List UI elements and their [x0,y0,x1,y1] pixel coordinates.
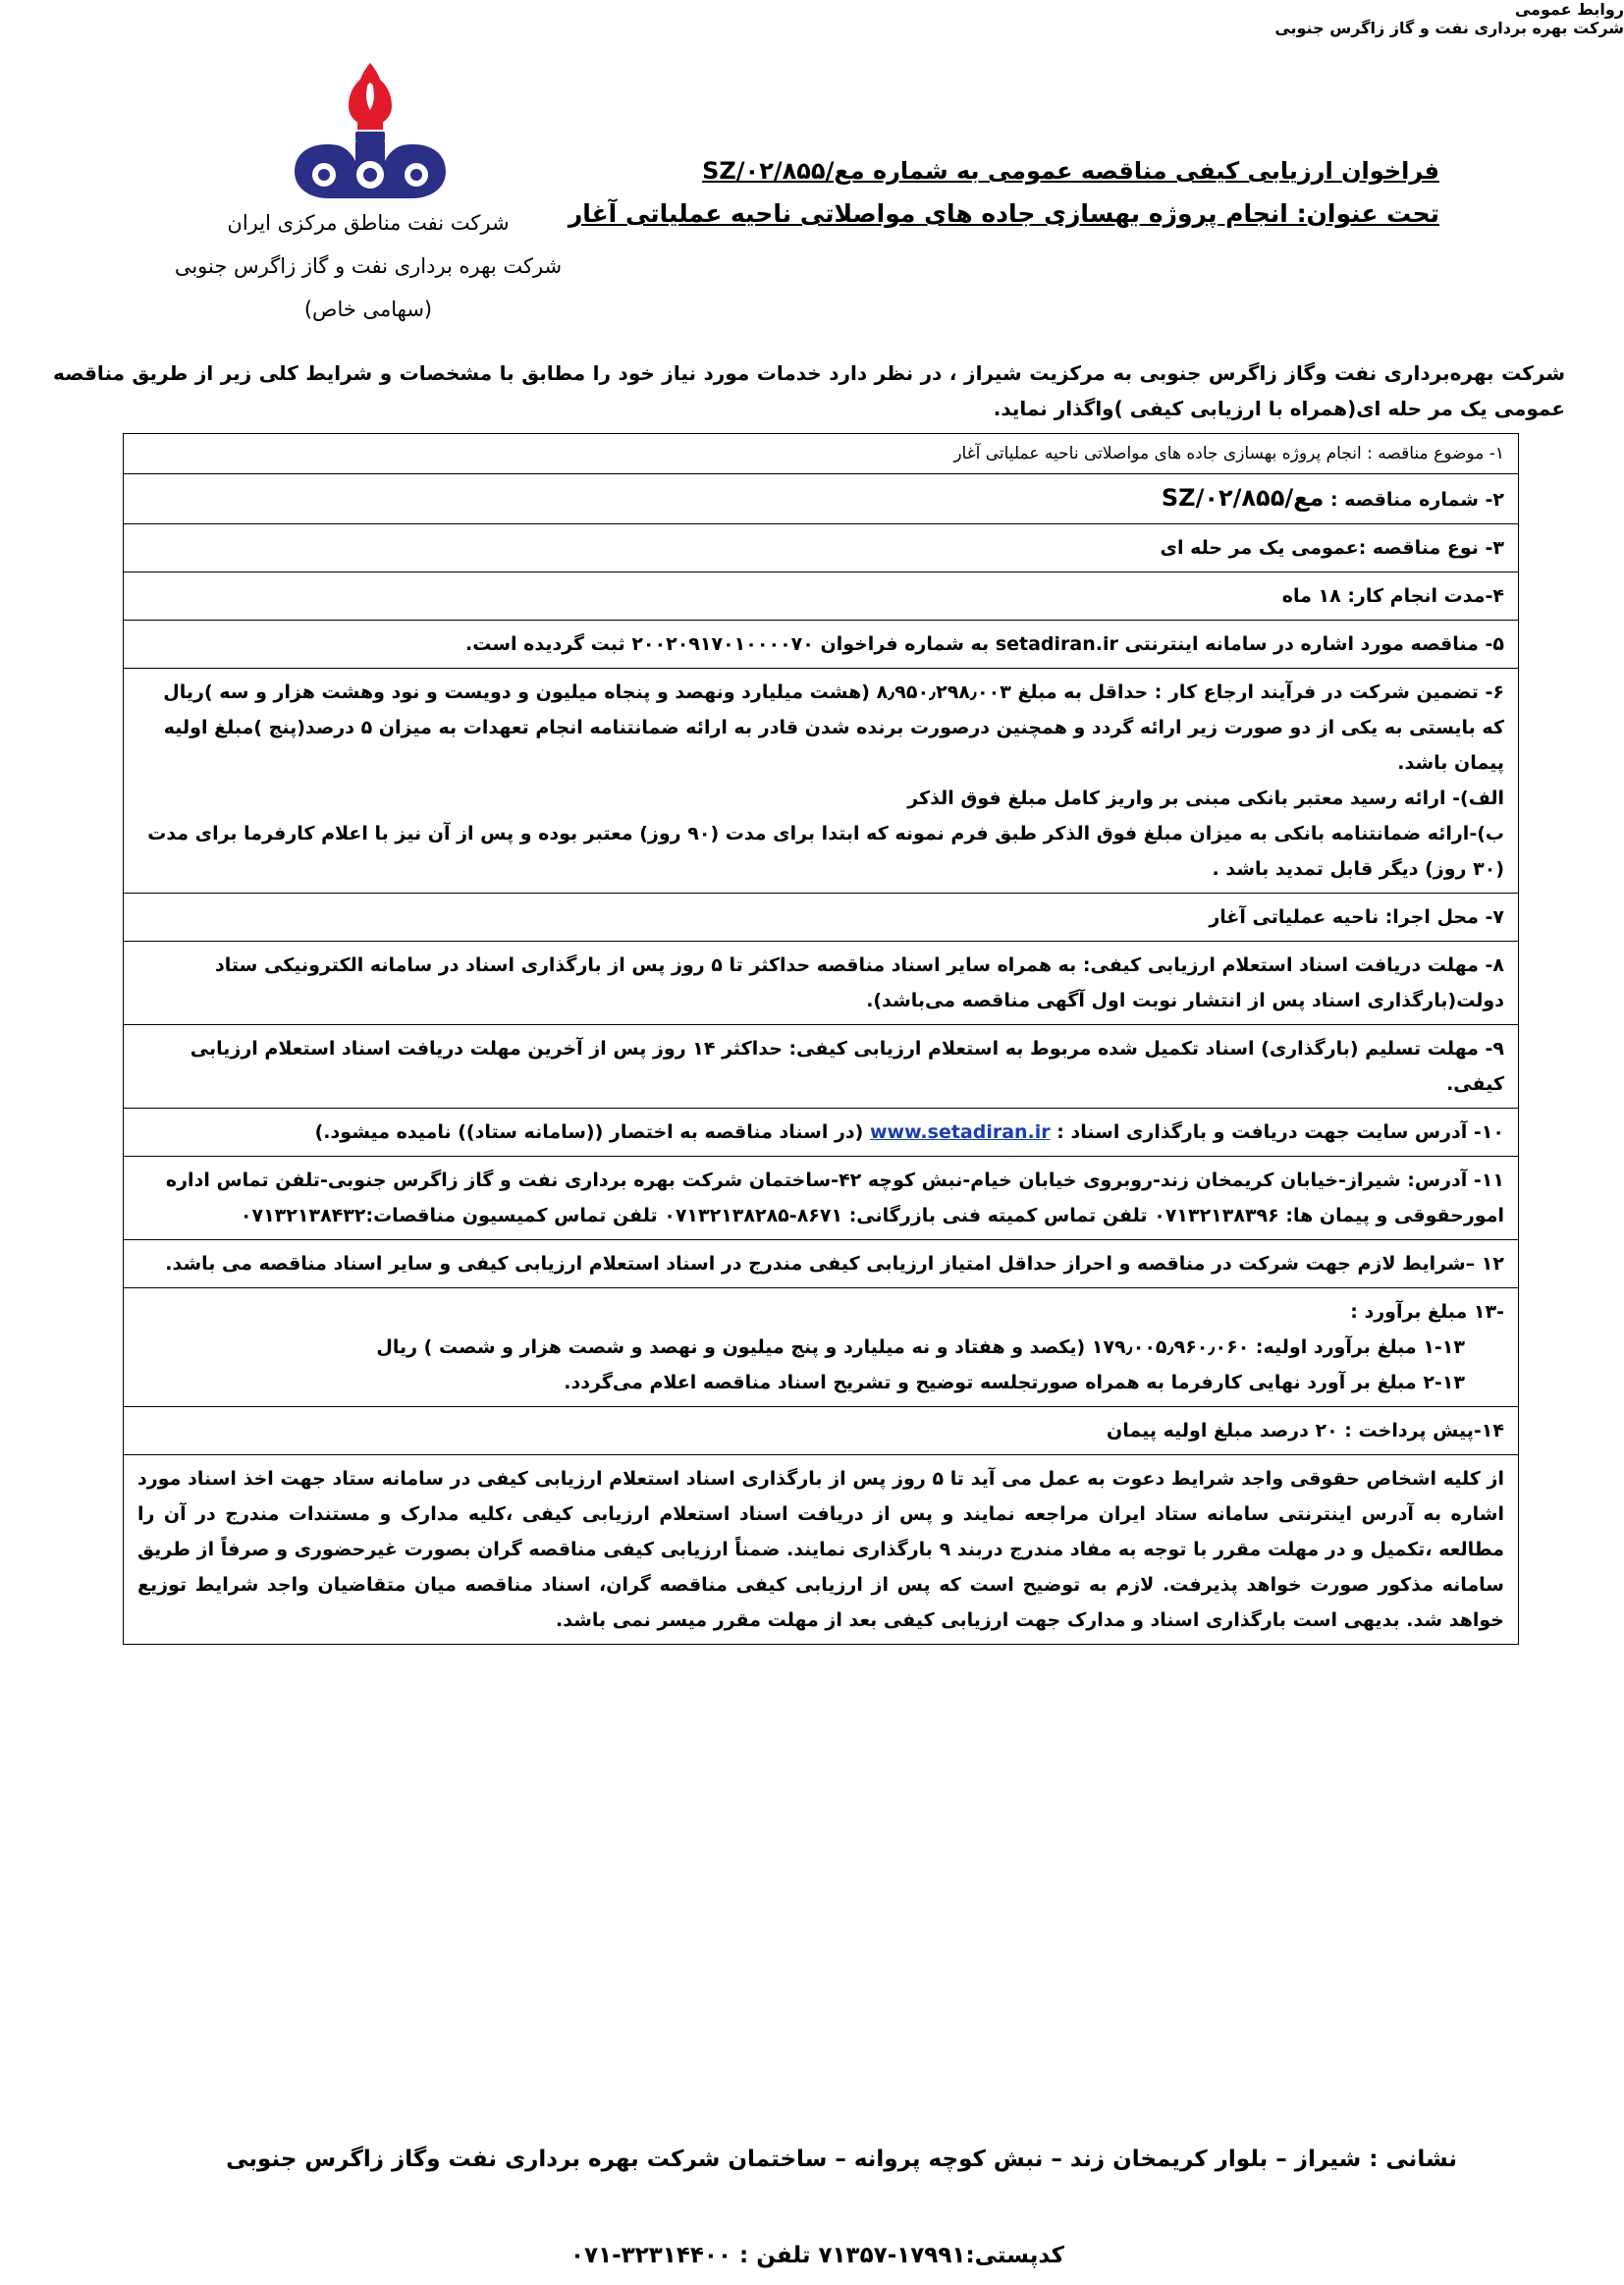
site-address-note: (در اسناد مناقصه به اختصار ((سامانه ستاد)) نامیده میشود.) [314,1121,864,1143]
table-row [124,1240,1519,1288]
row-site-address [124,1109,1519,1157]
estimate-heading: -۱۳ مبلغ برآورد : [1350,1301,1504,1323]
table-row [124,942,1519,1025]
row-setad-registration [124,621,1519,669]
estimate-initial: ۱-۱۳ مبلغ برآورد اولیه: ۱۷۹٫۰۰۵٫۹۶۰٫۰۶۰ (یکصد و هفتاد و نه میلیارد و پنج میلیون و نهصد و شصت هزار و شصت ) ریال [376,1336,1465,1358]
table-row [124,572,1519,621]
row-receive-deadline: ۸- مهلت دریافت اسناد استعلام ارزیابی کیفی: به همراه سایر اسناد مناقصه حداکثر تا ۵ روز پس از بارگذاری اسناد در سامانه الکترونیکی ستاد دولت(بارگذاری اسناد پس از انتشار نوبت اول آگهی مناقصه می‌باشد). [124,942,1519,1025]
row-subject: ۱- موضوع مناقصه : انجام پروژه بهسازی جاده های مواصلاتی ناحیه عملیاتی آغار [124,434,1519,474]
table-row [124,1288,1519,1407]
table-row [124,1455,1519,1645]
footer-contact: کدپستی:۱۷۹۹۱-۷۱۳۵۷ تلفن : ۳۲۳۱۴۴۰۰-۰۷۱ [570,2243,1064,2268]
row-location: ۷- محل اجرا: ناحیه عملیاتی آغار [124,894,1519,942]
company-line-3: (سهامی خاص) [303,298,433,321]
flame-icon [349,63,392,130]
public-relations-label: روابط عمومی [1514,0,1624,19]
table-row [124,1109,1519,1157]
table-row [124,434,1519,474]
row-tender-number [124,474,1519,524]
table-row [124,524,1519,572]
table-row [124,1407,1519,1455]
announcement-title [556,149,1439,236]
company-line-1: شرکت نفت مناطق مرکزی ایران [227,211,510,235]
setad-site: setadiran.ir [995,633,1118,655]
tender-number-value: مع/۰۲/۸۵۵/SZ [1161,484,1325,512]
row-address-contacts: ۱۱- آدرس: شیراز-خیابان کریمخان زند-روبروی خیابان خیام-نبش کوچه ۴۲-ساختمان شرکت بهره برداری نفت و گاز زاگرس جنوبی-تلفن تماس اداره امورحقوقی و پیمان ها: ۰۷۱۳۲۱۳۸۳۹۶ تلفن تماس کمیته فنی بازرگانی: ۸۶۷۱-۰۷۱۳۲۱۳۸۲۸۵ تلفن تماس کمیسیون مناقصات:۰۷۱۳۲۱۳۸۴۳۲ [124,1157,1519,1240]
guarantee-option-a: الف)- ارائه رسید معتبر بانکی مبنی بر واریز کامل مبلغ فوق الذکر [907,788,1504,809]
site-address-label: ۱۰- آدرس سایت جهت دریافت و بارگذاری اسناد : [1056,1121,1504,1143]
setad-text-a: ۵- مناقصه مورد اشاره در سامانه اینترنتی [1124,633,1504,655]
row-conditions: ۱۲ –شرایط لازم جهت شرکت در مناقصه و احراز حداقل امتیاز ارزیابی کیفی مندرج در اسناد استعلام ارزیابی کیفی و سایر اسناد مناقصه می باشد. [124,1240,1519,1288]
intro-paragraph: شرکت بهره‌برداری نفت وگاز زاگرس جنوبی به مرکزیت شیراز ، در نظر دارد خدمات مورد نیاز خود را مطابق با مشخصات و شرایط کلی زیر از طریق مناقصه عمومی یک مر حله ای(همراه با ارزیابی کیفی )واگذار نماید. [53,361,1565,420]
row-submit-deadline: ۹- مهلت تسلیم (بارگذاری) اسناد تکمیل شده مربوط به استعلام ارزیابی کیفی: حداکثر ۱۴ روز پس از آخرین مهلت دریافت اسناد استعلام ارزیابی کیفی. [124,1025,1519,1109]
tender-details-table [123,433,1519,1645]
tender-number-label: ۲- شماره مناقصه : [1330,489,1504,511]
guarantee-option-b: ب)-ارائه ضمانتنامه بانکی به میزان مبلغ فوق الذکر طبق فرم نمونه که ابتدا برای مدت (۹۰ روز) معتبر بوده و پس از آن نیز با اعلام کارفرما برای مدت (۳۰ روز) دیگر قابل تمدید باشد . [147,823,1504,880]
table-row [124,474,1519,524]
company-line-2: شرکت بهره برداری نفت و گاز زاگرس جنوبی [174,254,563,278]
row-prepayment: ۱۴-پیش پرداخت : ۲۰ درصد مبلغ اولیه پیمان [124,1407,1519,1455]
logo-base-icon [295,132,446,198]
row-estimate [124,1288,1519,1407]
estimate-final: ۲-۱۳ مبلغ بر آورد نهایی کارفرما به همراه صورتجلسه توضیح و تشریح اسناد مناقصه اعلام می‌گردد. [564,1372,1465,1393]
company-header [147,201,589,331]
row-tender-type: ۳- نوع مناقصه :عمومی یک مر حله ای [124,524,1519,572]
table-row [124,669,1519,894]
table-row [124,621,1519,669]
row-invitation: از کلیه اشخاص حقوقی واجد شرایط دعوت به عمل می آید تا ۵ روز پس از بارگذاری اسناد استعلام ارزیابی کیفی در سامانه ستاد جهت اخذ اسناد مورد اشاره به آدرس اینترنتی سامانه ستاد ایران مراجعه نمایند و پس از دریافت اسناد استعلام ارزیابی کیفی ،کلیه مدارک و مستندات مندرج در آن را مطالعه ،تکمیل و در مهلت مقرر با توجه به مفاد مندرج دربند ۹ بارگذاری نمایند. ضمناً ارزیابی کیفی مناقصه گران بصورت غیرحضوری و صرفاً از طریق سامانه مذکور صورت خواهد پذیرفت. لازم به توضیح است که پس از ارزیابی کیفی مناقصه گران، اسناد مناقصه میان متقاضیان واجد شرایط توزیع خواهد شد. بدیهی است بارگذاری اسناد و مدارک جهت ارزیابی کیفی بعد از مهلت مقرر میسر نمی باشد. [124,1455,1519,1645]
setadiran-link[interactable]: www.setadiran.ir [869,1121,1051,1143]
table-row [124,894,1519,942]
table-row [124,1025,1519,1109]
guarantee-paragraph: ۶- تضمین شرکت در فرآیند ارجاع کار : حداقل به مبلغ ۸٫۹۵۰٫۲۹۸٫۰۰۳ (هشت میلیارد ونهصد و پنجاه میلیون و دویست و نود وهشت هزار و سه )ریال که بایستی به یکی از دو صورت زیر ارائه گردد و همچنین درصورت برنده شدن قادر به ارائه ضمانتنامه انجام تعهدات به میزان ۵ درصد(پنج )مبلغ اولیه پیمان باشد. [163,681,1504,774]
table-row [124,1157,1519,1240]
footer-address: نشانی : شیراز – بلوار کریمخان زند – نبش کوچه پروانه – ساختمان شرکت بهره برداری نفت وگاز زاگرس جنوبی [226,2147,1457,2172]
closing-company-name: شرکت بهره برداری نفت و گاز زاگرس جنوبی [1274,19,1624,37]
setad-text-b: به شماره فراخوان ۲۰۰۲۰۹۱۷۰۱۰۰۰۰۷۰ ثبت گردیده است. [464,633,990,655]
title-line-2: تحت عنوان: انجام پروژه بهسازی جاده های مواصلاتی ناحیه عملیاتی آغار [568,199,1439,228]
row-guarantee [124,669,1519,894]
company-logo [287,59,454,206]
title-line-1: فراخوان ارزیابی کیفی مناقصه عمومی به شماره مع/۰۲/۸۵۵/SZ [702,157,1439,185]
row-duration: ۴-مدت انجام کار: ۱۸ ماه [124,572,1519,621]
